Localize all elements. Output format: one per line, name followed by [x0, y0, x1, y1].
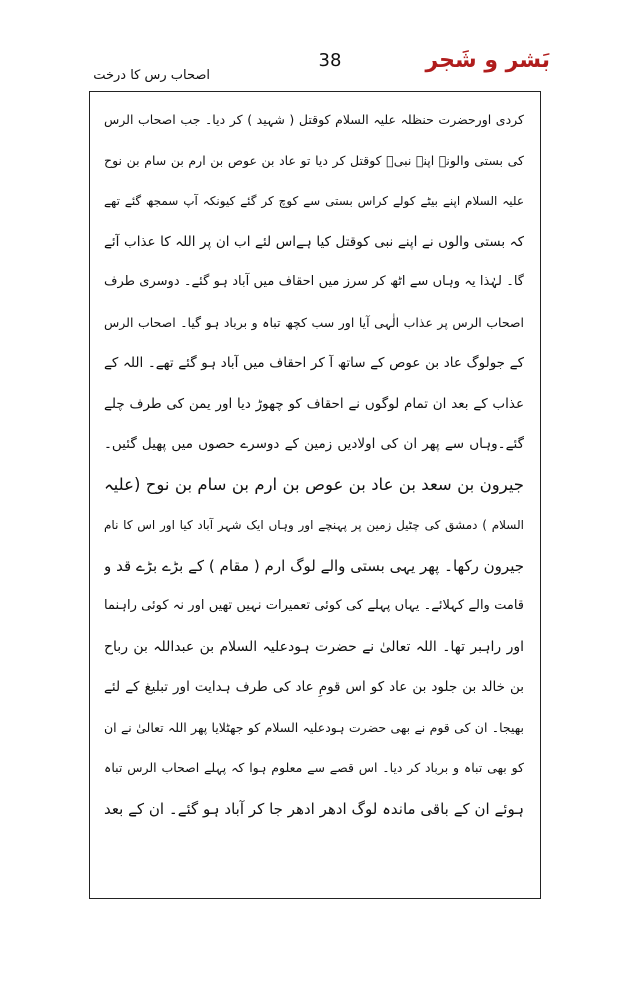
text-line: کردی اورحضرت حنظلہ علیہ السلام کوقتل ( شہید ) کر دیا۔ جب اصحاب الرس [104, 112, 524, 127]
chapter-title: اصحاب رس کا درخت [93, 68, 210, 83]
text-line: کے جولوگ عاد بن عوص کے ساتھ آ کر احقاف میں آباد ہو گئے تھے۔ اللہ کے [104, 355, 524, 371]
text-line: بھیجا۔ ان کی قوم نے بھی حضرت ہودعلیہ السلام کو جھٹلایا پھر اللہ تعالیٰ نے ان [104, 719, 524, 735]
text-line: کہ بستی والوں نے اپنے نبی کوقتل کیا ہےاس لئے اب ان پر اللہ کا عذاب آئے [104, 233, 524, 250]
text-line: ہوئے ان کے باقی ماندہ لوگ ادھر ادھر جا کر آباد ہو گئے۔ ان کے بعد [104, 799, 524, 818]
text-line: قامت والے کہلائے۔ یہاں پہلے کی کوئی تعمیرات نہیں تھیں اور نہ کوئی راہنما [104, 598, 524, 613]
text-line: کی بستی والونے اپنے نبیؑ کوقتل کر دیا تو عاد بن عوص بن ارم بن سام بن نوح [104, 152, 524, 168]
page-header [0, 0, 638, 90]
page-number: 38 [318, 50, 342, 71]
body-text [104, 100, 524, 829]
text-line: جیرون بن سعد بن عاد بن عوص بن ارم بن سام بن نوح (علیہ [104, 474, 524, 494]
text-line: گئے۔وہاں سے پھر ان کی اولادیں زمین کے دوسرے حصوں میں پھیل گئیں۔ [104, 436, 524, 452]
text-line: اور راہبر تھا۔ اللہ تعالیٰ نے حضرت ہودعلیہ السلام بن عبداللہ بن رباح [104, 638, 524, 655]
text-line: علیہ السلام اپنے بیٹے کولے کراس بستی سے کوچ کر گئے کیونکہ آپ سمجھ گئے تھے [104, 194, 524, 208]
text-line: السلام ) دمشق کی چٹیل زمین پر پہنچے اور وہاں ایک شہر آباد کیا اور اس کا نام [104, 518, 524, 532]
text-line: جیرون رکھا۔ پھر یہی بستی والے لوگ ارم ( مقام ) کے بڑے بڑے قد و [104, 556, 524, 575]
book-title: بَشر و شَجر [425, 48, 550, 73]
text-line: گا۔ لہٰذا یہ وہاں سے اٹھ کر سرز میں احقاف میں آباد ہو گئے۔ دوسری طرف [104, 274, 524, 289]
text-line: اصحاب الرس پر عذاب الٰہی آیا اور سب کچھ تباہ و برباد ہو گیا۔ اصحاب الرس [104, 314, 524, 330]
text-line: کو بھی تباہ و برباد کر دیا۔ اس قصے سے معلوم ہوا کہ پہلے اصحاب الرس تباہ [104, 760, 524, 775]
text-line: عذاب کے بعد ان تمام لوگوں نے احقاف کو چھوڑ دیا اور یمن کی طرف چلے [104, 395, 524, 412]
text-line: بن خالد بن جلود بن عاد کو اس قومِ عاد کی طرف ہدایت اور تبلیغ کے لئے [104, 679, 524, 695]
